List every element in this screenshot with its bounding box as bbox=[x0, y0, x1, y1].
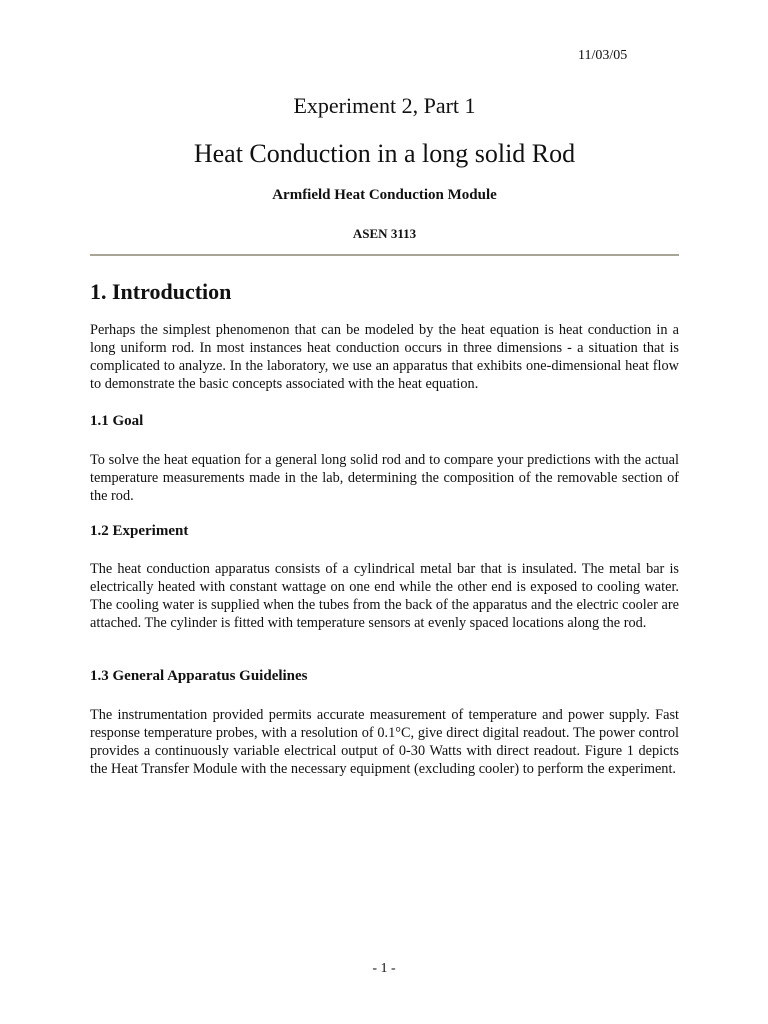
document-date: 11/03/05 bbox=[578, 48, 628, 63]
guidelines-heading: 1.3 General Apparatus Guidelines bbox=[90, 668, 308, 684]
module-name: Armfield Heat Conduction Module bbox=[272, 187, 497, 203]
goal-heading: 1.1 Goal bbox=[90, 413, 144, 429]
introduction-heading: 1. Introduction bbox=[90, 279, 232, 304]
goal-paragraph: To solve the heat equation for a general long solid rod and to compare your predictions with the actual temperature measurements made in the lab, determining the composition of the removable section of the rod. bbox=[90, 452, 679, 505]
document-title: Heat Conduction in a long solid Rod bbox=[193, 139, 576, 168]
guidelines-paragraph: The instrumentation provided permits accurate measurement of temperature and power supply. Fast response temperature probes, with a resolution of 0.1°C, give direct digital readout. The power control provides a continuously variable electrical output of 0-30 Watts with direct readout. Figure 1 depicts the Heat Transfer Module with the necessary equipment (excluding cooler) to perform the experiment. bbox=[90, 707, 679, 778]
header-divider bbox=[90, 254, 679, 256]
experiment-paragraph: The heat conduction apparatus consists of a cylindrical metal bar that is insulated. The metal bar is electrically heated with constant wattage on one end while the other end is exposed to cooling water. The cooling water is supplied when the tubes from the back of the apparatus and the electric cooler are attached. The cylinder is fitted with temperature sensors at evenly spaced locations along the rod. bbox=[90, 561, 679, 632]
course-code: ASEN 3113 bbox=[352, 226, 417, 241]
introduction-paragraph: Perhaps the simplest phenomenon that can be modeled by the heat equation is heat conduction in a long uniform rod. In most instances heat conduction occurs in three dimensions - a situation that is complicated to analyze. In the laboratory, we use an apparatus that exhibits one-dimensional heat flow to demonstrate the basic concepts associated with the heat equation. bbox=[90, 322, 679, 393]
page-number: - 1 - bbox=[372, 961, 396, 976]
experiment-label: Experiment 2, Part 1 bbox=[293, 93, 476, 118]
experiment-heading: 1.2 Experiment bbox=[90, 523, 189, 539]
